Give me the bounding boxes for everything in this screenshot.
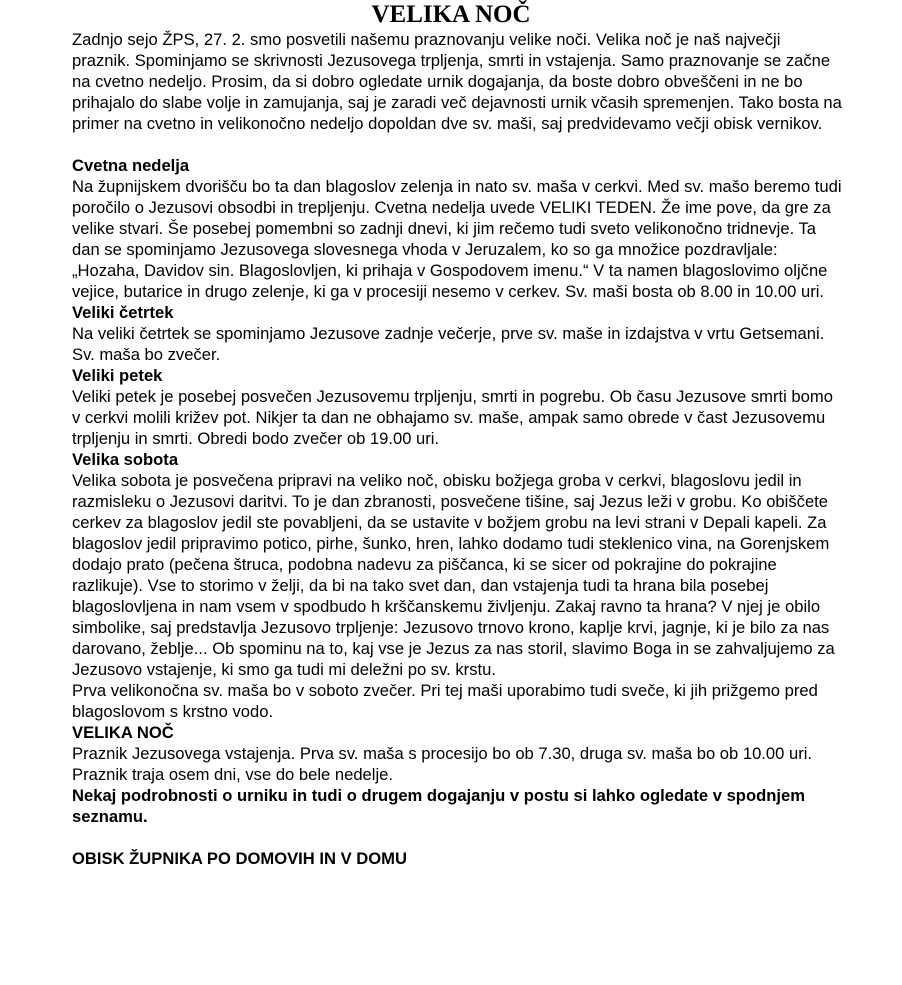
section-cvetna-nedelja bbox=[72, 155, 842, 302]
section-veliki-petek bbox=[72, 365, 842, 449]
section-velika-sobota bbox=[72, 449, 842, 722]
section-heading: Veliki petek bbox=[72, 366, 163, 385]
section-heading: Velika sobota bbox=[72, 450, 179, 469]
section-heading: Veliki četrtek bbox=[72, 303, 174, 322]
document-title: VELIKA NOČ bbox=[371, 1, 531, 28]
section-paragraph: Prva velikonočna sv. maša bo v soboto zvečer. Pri tej maši uporabimo tudi sveče, ki jih prižgemo pred blagoslovom s krstno vodo. bbox=[72, 681, 818, 721]
section-velika-noc bbox=[72, 722, 842, 785]
spacer bbox=[72, 134, 842, 155]
final-heading: OBISK ŽUPNIKA PO DOMOVIH IN V DOMU bbox=[72, 849, 407, 868]
schedule-note: Nekaj podrobnosti o urniku in tudi o drugem dogajanju v postu si lahko ogledate v spodnjem seznamu. bbox=[72, 786, 805, 826]
section-heading: Cvetna nedelja bbox=[72, 156, 190, 175]
document-body bbox=[72, 29, 842, 869]
section-paragraph: Na župnijskem dvorišču bo ta dan blagoslov zelenja in nato sv. maša v cerkvi. Med sv. mašo beremo tudi poročilo o Jezusovi obsodbi in trepljenju. Cvetna nedelja uvede VELIKI TEDEN. Že ime pove, da gre za velike stvari. Še posebej pomembni so zadnji dnevi, ki jim rečemo tudi sveto velikonočno tridnevje. Ta dan se spominjamo Jezusovega slovesnega vhoda v Jeruzalem, ko so ga množice pozdravljale: „Hozaha, Davidov sin. Blagoslovljen, ki prihaja v Gospodovem imenu.“ V ta namen blagoslovimo oljčne vejice, butarice in drugo zelenje, ki ga v procesiji nesemo v cerkev. Sv. maši bosta ob 8.00 in 10.00 uri. bbox=[72, 177, 842, 301]
section-heading: VELIKA NOČ bbox=[72, 723, 174, 742]
spacer bbox=[72, 827, 842, 848]
section-veliki-cetrtek bbox=[72, 302, 842, 365]
section-paragraph: Veliki petek je posebej posvečen Jezusovemu trpljenju, smrti in pogrebu. Ob času Jezusove smrti bomo v cerkvi molili križev pot. Nikjer ta dan ne obhajamo sv. maše, ampak samo obrede v čast Jezusovemu trpljenju in smrti. Obredi bodo zvečer ob 19.00 uri. bbox=[72, 387, 833, 448]
section-paragraph: Praznik Jezusovega vstajenja. Prva sv. maša s procesijo bo ob 7.30, druga sv. maša bo ob 10.00 uri. Praznik traja osem dni, vse do bele nedelje. bbox=[72, 744, 813, 784]
section-paragraph: Velika sobota je posvečena pripravi na veliko noč, obisku božjega groba v cerkvi, blagoslovu jedil in razmisleku o Jezusovi daritvi. To je dan zbranosti, posvečene tišine, saj Jezus leži v grobu. Ko obiščete cerkev za blagoslov jedil ste povabljeni, da se ustavite v božjem grobu na levi strani v Depali kapeli. Za blagoslov jedil pripravimo potico, pirhe, šunko, hren, lahko dodamo tudi steklenico vina, na Gorenjskem dodajo prato (pečena štruca, podobna nadevu za piščanca, ki se sicer od pokrajine do pokrajine razlikuje). Vse to storimo v želji, da bi na tako svet dan, dan vstajenja tudi ta hrana bila posebej blagoslovljena in nam vsem v spodbudo h krščanskemu življenju. Zakaj ravno ta hrana? V njej je obilo simbolike, saj predstavlja Jezusovo trpljenje: Jezusovo trnovo krono, kaplje krvi, jagnje, ki je bilo za nas darovano, žeblje... Ob spominu na to, kaj vse je Jezus za nas storil, slavimo Boga in se zahvaljujemo za Jezusovo vstajenje, ki smo ga tudi mi deležni po sv. krstu. bbox=[72, 471, 835, 679]
section-paragraph: Na veliki četrtek se spominjamo Jezusove zadnje večerje, prve sv. maše in izdajstva v vrtu Getsemani. Sv. maša bo zvečer. bbox=[72, 324, 825, 364]
intro-paragraph: Zadnjo sejo ŽPS, 27. 2. smo posvetili našemu praznovanju velike noči. Velika noč je naš največji praznik. Spominjamo se skrivnosti Jezusovega trpljenja, smrti in vstajenja. Samo praznovanje se začne na cvetno nedeljo. Prosim, da si dobro ogledate urnik dogajanja, da boste dobro obveščeni in ne bo prihajalo do slabe volje in zamujanja, saj je zaradi več dejavnosti urnik včasih spremenjen. Tako bosta na primer na cvetno in velikonočno nedeljo dopoldan dve sv. maši, saj predvidevamo večji obisk vernikov. bbox=[72, 30, 842, 133]
